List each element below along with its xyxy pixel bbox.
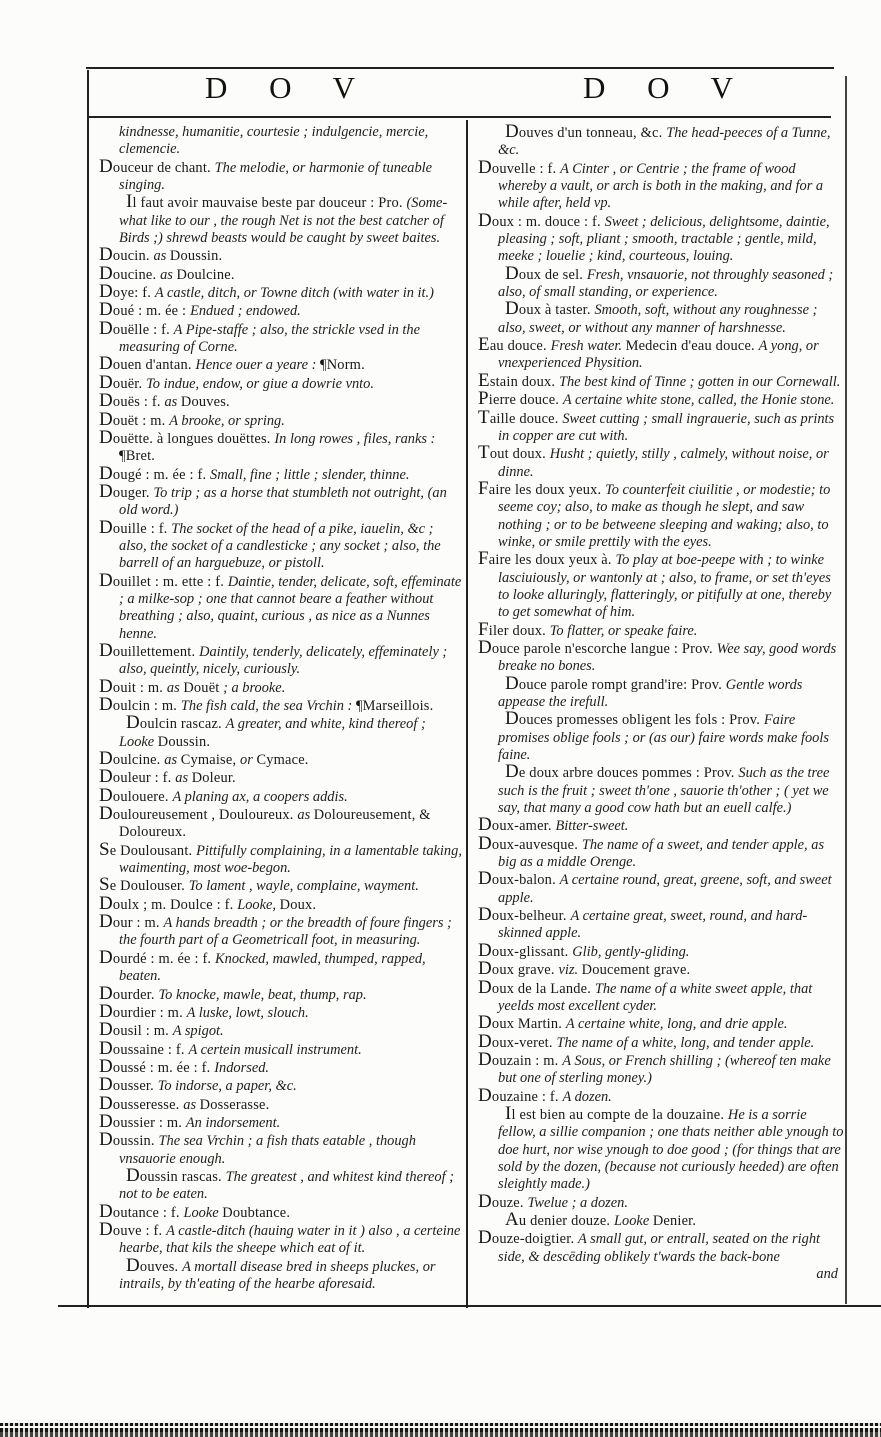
dictionary-entry bbox=[99, 1164, 463, 1204]
entry-headword-text: Douit : m. bbox=[99, 675, 167, 697]
dictionary-entry bbox=[99, 480, 463, 520]
entry-gloss-text: The name of a sweet, and tender apple, as big as a middle Orenge. bbox=[498, 836, 825, 871]
dictionary-entry bbox=[99, 462, 463, 484]
entry-gloss-text: A hands breadth ; or the breadth of foure fingers ; the fourth part of a Geometricall foot, in measuring. bbox=[119, 915, 452, 949]
entry-headword-text: Doussin. bbox=[99, 1129, 159, 1151]
entry-headword-text: Faire les doux yeux à. bbox=[478, 548, 616, 570]
entry-headword-text: Doué : m. ée : bbox=[99, 299, 191, 321]
entry-gloss-text: A mortall disease bred in sheeps pluckes, or intrails, by th'eating of the hearbe aforesaid. bbox=[119, 1258, 436, 1292]
entry-gloss-text: as bbox=[164, 394, 181, 411]
entry-headword-text: Doux-veret. bbox=[478, 1030, 557, 1052]
entry-headword-text: Dosserasse. bbox=[199, 1096, 270, 1113]
entry-gloss-text: Glib, gently-gliding. bbox=[572, 943, 690, 960]
dictionary-entry bbox=[478, 672, 844, 712]
dictionary-entry bbox=[478, 1012, 844, 1034]
entry-gloss-text: Daintie, tender, delicate, soft, effeminate ; a milke-sop ; one that cannot beare a feather without breathing ; also, quaint, curious , as nice as a Nunnes henne. bbox=[119, 573, 462, 642]
entry-headword-text: Douës : f. bbox=[99, 390, 165, 412]
entry-headword-text: Doux. bbox=[279, 896, 317, 913]
entry-gloss-text: In long rowes , files, ranks : bbox=[274, 430, 436, 447]
entry-gloss-text: A brooke, or spring. bbox=[169, 412, 285, 429]
entry-gloss-text: as bbox=[166, 679, 184, 696]
entry-gloss-text: A yong, or vnexperienced Physition. bbox=[498, 338, 819, 372]
entry-headword-text: Douces promesses obligent les fols : Prov. bbox=[505, 708, 764, 730]
entry-headword-text: Douvelle : f. bbox=[478, 156, 561, 178]
dictionary-entry bbox=[99, 766, 463, 788]
dictionary-entry bbox=[99, 874, 463, 896]
entry-gloss-text: The head-peeces of a Tunne, &c. bbox=[498, 125, 831, 159]
entry-gloss-text: A spigot. bbox=[172, 1023, 224, 1040]
entry-gloss-text: Looke bbox=[183, 1204, 223, 1221]
dictionary-entry bbox=[99, 1000, 463, 1022]
entry-headword-text: Doussin rascas. bbox=[126, 1164, 226, 1186]
entry-headword-text: Dousseresse. bbox=[99, 1092, 184, 1114]
entry-gloss-text: Knocked, mawled, thumped, rapped, beaten. bbox=[119, 950, 426, 985]
dictionary-entry bbox=[99, 1200, 463, 1222]
entry-gloss-text: The name of a white, long, and tender apple. bbox=[556, 1034, 815, 1051]
entry-gloss-text: A small gut, or entrall, seated on the right side, & descēding oblikely t'wards the back-bone bbox=[498, 1231, 821, 1265]
entry-headword-text: Faire les doux yeux. bbox=[478, 477, 606, 499]
dictionary-entry bbox=[478, 1208, 844, 1230]
entry-headword-text: Douillettement. bbox=[99, 639, 200, 661]
column-divider-rule bbox=[466, 120, 468, 1308]
entry-headword-text: Doux de sel. bbox=[505, 262, 587, 284]
entry-gloss-text: To indorse, a paper, &c. bbox=[157, 1078, 297, 1095]
dictionary-entry bbox=[478, 406, 844, 446]
entry-gloss-text: A planing ax, a coopers addis. bbox=[172, 788, 348, 805]
dictionary-entry bbox=[99, 516, 463, 573]
entry-headword-text: Douves d'un tonneau, &c. bbox=[505, 121, 667, 142]
dictionary-entry bbox=[99, 371, 463, 393]
entry-gloss-text: Bitter-sweet. bbox=[555, 818, 629, 835]
entry-gloss-text: Sweet ; delicious, delightsome, daintie, pleasing ; soft, pliant ; smooth, tractable ; gentle, mild, meeke ; louelie ; kind, courteous, louing. bbox=[498, 213, 830, 265]
entry-gloss-text: A certaine white, long, and drie apple. bbox=[565, 1016, 788, 1033]
dictionary-entry bbox=[478, 1102, 844, 1194]
scan-edge-band bbox=[0, 1423, 881, 1437]
entry-headword-text: Douët : m. bbox=[99, 408, 170, 430]
entry-headword-text: Tout doux. bbox=[478, 442, 550, 464]
entry-headword-text: Doubtance. bbox=[222, 1204, 291, 1221]
entry-gloss-text: Hence ouer a yeare : bbox=[195, 357, 320, 374]
entry-gloss-text: ; a brooke. bbox=[219, 679, 286, 696]
entry-gloss-text: Twelue ; a dozen. bbox=[527, 1194, 628, 1211]
entry-gloss-text: as bbox=[153, 248, 170, 265]
dictionary-entry bbox=[478, 156, 844, 213]
entry-headword-text: Il est bien au compte de la douzaine. bbox=[505, 1102, 728, 1124]
entry-gloss-text: Gentle words appease the irefull. bbox=[498, 676, 803, 710]
entry-gloss-text: Daintily, tenderly, delicately, effeminately ; also, queintly, nicely, curiously. bbox=[119, 643, 448, 678]
running-head-left: D O V bbox=[204, 70, 373, 105]
dictionary-entry bbox=[99, 1019, 463, 1041]
entry-gloss-text: A castle, ditch, or Towne ditch (with water in it.) bbox=[154, 285, 434, 302]
entry-gloss-text: A certein musicall instrument. bbox=[188, 1041, 362, 1058]
entry-gloss-text: A certaine great, sweet, round, and hard-skinned apple. bbox=[498, 908, 808, 942]
entry-gloss-text: An indorsement. bbox=[185, 1114, 281, 1131]
dictionary-entry bbox=[478, 121, 844, 160]
entry-headword-text: Doux-glissant. bbox=[478, 939, 573, 961]
dictionary-entry bbox=[478, 548, 844, 621]
entry-headword-text: Cymaise, bbox=[180, 752, 241, 769]
dictionary-entry bbox=[478, 958, 844, 980]
entry-headword-text: Doussé : m. ée : f. bbox=[99, 1055, 215, 1077]
dictionary-entry bbox=[99, 191, 463, 247]
entry-headword-text: Douzain : m. bbox=[478, 1048, 563, 1070]
entry-gloss-text: kindnesse, humanitie, courtesie ; indulgencie, mercie, clemencie. bbox=[119, 124, 429, 158]
entry-gloss-text: Such as the tree such is the fruit ; sweet th'one , sauorie th'other ; ( yet we say, that many a good cow hath but an euell calfe.) bbox=[498, 765, 830, 817]
header-rule bbox=[88, 116, 831, 118]
entry-gloss-text: Sweet cutting ; small ingrauerie, such as prints in copper are cut with. bbox=[498, 410, 835, 444]
dictionary-entry bbox=[99, 317, 463, 357]
entry-headword-text: Dour : m. bbox=[99, 911, 164, 933]
entry-headword-text: Douves. bbox=[180, 394, 230, 411]
dictionary-entry bbox=[99, 262, 463, 284]
entry-gloss-text: A certaine white stone, called, the Honie stone. bbox=[562, 392, 835, 409]
entry-headword-text: Douce parole n'escorche langue : Prov. bbox=[478, 636, 717, 658]
entry-gloss-text: Smooth, soft, without any roughnesse ; also, sweet, or without any manner of harshnesse. bbox=[498, 302, 818, 336]
entry-gloss-text: A Pipe-staffe ; also, the strickle vsed in the measuring of Corne. bbox=[119, 321, 420, 356]
entry-gloss-text: or bbox=[240, 752, 257, 769]
dictionary-entry bbox=[99, 390, 463, 412]
entry-gloss-text: Pittifully complaining, in a lamentable taking, waimenting, most woe-begon. bbox=[119, 842, 462, 877]
entry-headword-text: Douen d'antan. bbox=[99, 353, 196, 375]
entry-gloss-text: Looke bbox=[614, 1212, 653, 1229]
dictionary-entry bbox=[99, 1110, 463, 1132]
entry-gloss-text: The best kind of Tinne ; gotten in our Cornewall. bbox=[558, 373, 841, 390]
entry-headword-text: Doux à taster. bbox=[505, 298, 595, 320]
entry-headword-text: Dourdé : m. ée : f. bbox=[99, 946, 216, 968]
dictionary-entry bbox=[478, 1030, 844, 1052]
entry-gloss-text: A greater, and white, kind thereof ; Looke bbox=[119, 716, 426, 750]
entry-headword-text: Douze. bbox=[478, 1190, 528, 1212]
entry-gloss-text: Wee say, good words breake no bones. bbox=[498, 640, 837, 675]
entry-headword-text: Doux-amer. bbox=[478, 814, 556, 836]
dictionary-entry bbox=[99, 1092, 463, 1114]
entry-headword-text: Douves. bbox=[126, 1254, 183, 1276]
entry-gloss-text: and bbox=[816, 1266, 838, 1282]
entry-headword-text: De doux arbre douces pommes : Prov. bbox=[505, 761, 739, 783]
entry-headword-text: Taille douce. bbox=[478, 406, 563, 428]
dictionary-entry bbox=[478, 814, 844, 836]
entry-gloss-text: The melodie, or harmonie of tuneable singing. bbox=[119, 159, 433, 194]
dictionary-entry bbox=[478, 298, 844, 337]
dictionary-entry bbox=[478, 868, 844, 907]
entry-headword-text: Denier. bbox=[652, 1212, 697, 1229]
entry-headword-text: Dougé : m. ée : f. bbox=[99, 462, 211, 484]
dictionary-entry bbox=[99, 892, 463, 914]
entry-gloss-text: A certaine round, great, greene, soft, and sweet apple. bbox=[498, 872, 832, 906]
entry-headword-text: Douger. bbox=[99, 480, 154, 502]
entry-headword-text: Se Doulouser. bbox=[99, 874, 189, 896]
dictionary-entry bbox=[99, 1055, 463, 1077]
dictionary-entry bbox=[478, 1084, 844, 1106]
entry-headword-text: Doloureusement, & Doloureux. bbox=[119, 807, 431, 841]
entry-headword-text: Eau douce. bbox=[478, 334, 551, 356]
dictionary-entry bbox=[99, 1129, 463, 1168]
entry-gloss-text: Indorsed. bbox=[214, 1059, 270, 1076]
entry-gloss-text: The name of a white sweet apple, that yeelds most excellent cyder. bbox=[498, 980, 813, 1014]
entry-headword-text: Douillet : m. ette : f. bbox=[99, 569, 228, 591]
entry-headword-text: Doux-balon. bbox=[478, 868, 560, 890]
entry-headword-text: Doulcin rascaz. bbox=[126, 712, 226, 734]
entry-headword-text: Douille : f. bbox=[99, 516, 172, 538]
dictionary-entry bbox=[478, 832, 844, 872]
dictionary-entry bbox=[99, 803, 463, 842]
entry-gloss-text: A dozen. bbox=[562, 1088, 612, 1105]
entry-gloss-text: The fish cald, the sea Vrchin : bbox=[180, 698, 356, 714]
entry-headword-text: Douleur : f. bbox=[99, 766, 176, 788]
entry-gloss-text: Looke, bbox=[237, 896, 280, 913]
entry-headword-text: Dourder. bbox=[99, 982, 159, 1004]
dictionary-entry bbox=[478, 904, 844, 943]
dictionary-entry bbox=[99, 639, 463, 679]
top-rule bbox=[86, 67, 834, 69]
dictionary-entry bbox=[478, 477, 844, 551]
entry-headword-text: Filer doux. bbox=[478, 618, 550, 640]
left-border-rule bbox=[87, 70, 89, 1308]
entry-gloss-text: Husht ; quietly, stilly , calmely, without noise, or dinne. bbox=[498, 446, 829, 480]
entry-gloss-text: To play at boe-peepe with ; to winke lasciuiously, or wantonly at ; also, to frame, or set th'eyes to looke alluringly, flatteringly, or pitifully at one, thereby to get somewhat of him. bbox=[498, 552, 832, 621]
entry-headword-text: Medecin d'eau douce. bbox=[625, 338, 759, 355]
dictionary-entry bbox=[99, 946, 463, 986]
entry-gloss-text: To counterfeit ciuilitie , or modestie; to seeme coy; also, to make as though he slept, and saw nothing ; or to be betweene sleeping and waking; also, to winke, or smile prettily with the eyes. bbox=[498, 481, 831, 550]
entry-gloss-text: Fresh water. bbox=[550, 338, 626, 355]
entry-gloss-text: The sea Vrchin ; a fish thats eatable , though vnsauorie enough. bbox=[119, 1133, 416, 1167]
dictionary-entry bbox=[478, 209, 844, 266]
entry-headword-text: Douze-doigtier. bbox=[478, 1227, 579, 1249]
dictionary-entry bbox=[99, 911, 463, 950]
entry-headword-text: Douloureusement , Douloureux. bbox=[99, 803, 298, 825]
dictionary-entry bbox=[99, 155, 463, 195]
dictionary-entry bbox=[478, 1190, 844, 1212]
dictionary-entry bbox=[478, 334, 844, 373]
dictionary-entry bbox=[99, 982, 463, 1004]
dictionary-entry bbox=[478, 1048, 844, 1088]
entry-headword-text: Douce parole rompt grand'ire: Prov. bbox=[505, 672, 726, 694]
entry-gloss-text: To trip ; as a horse that stumbleth not outright, (an old word.) bbox=[119, 484, 447, 519]
dictionary-entry bbox=[99, 1074, 463, 1096]
entry-gloss-text: To knocke, mawle, beat, thump, rap. bbox=[158, 986, 367, 1003]
entry-gloss-text: A Sous, or French shilling ; (whereof ten make but one of sterling money.) bbox=[498, 1052, 831, 1087]
dictionary-entry bbox=[99, 694, 463, 715]
entry-headword-text: Doulx ; m. Doulce : f. bbox=[99, 892, 238, 914]
entry-headword-text: Doux : m. douce : f. bbox=[478, 209, 605, 231]
entry-headword-text: Doux Martin. bbox=[478, 1012, 566, 1034]
entry-headword-text: Doux-belheur. bbox=[478, 904, 571, 926]
entry-headword-text: Doussin. bbox=[169, 248, 223, 265]
dictionary-entry bbox=[478, 708, 844, 764]
entry-headword-text: Doucement grave. bbox=[581, 962, 691, 979]
entry-headword-text: Dousser. bbox=[99, 1074, 158, 1096]
dictionary-entry bbox=[99, 244, 463, 266]
entry-headword-text: Doussier : m. bbox=[99, 1110, 186, 1132]
entry-headword-text: Doucine. bbox=[99, 262, 161, 284]
text-column-left bbox=[99, 124, 463, 1308]
entry-gloss-text: as bbox=[175, 770, 192, 787]
entry-headword-text: Au denier douze. bbox=[505, 1208, 615, 1230]
entry-headword-text: Doux-auvesque. bbox=[478, 832, 582, 854]
dictionary-entry bbox=[99, 569, 463, 643]
entry-gloss-text: A castle-ditch (hauing water in it ) also , a certeine hearbe, that kils the sheepe which eat of it. bbox=[119, 1222, 461, 1257]
entry-headword-text: Doulcin : m. bbox=[99, 694, 181, 715]
right-border-rule bbox=[845, 76, 847, 1304]
dictionary-entry bbox=[99, 748, 463, 770]
entry-headword-text: Douceur de chant. bbox=[99, 155, 215, 177]
entry-gloss-text: as bbox=[183, 1096, 200, 1113]
dictionary-entry bbox=[478, 262, 844, 302]
entry-headword-text: Estain doux. bbox=[478, 369, 559, 391]
entry-headword-text: Dousil : m. bbox=[99, 1019, 173, 1041]
entry-gloss-text: viz. bbox=[558, 962, 582, 979]
entry-headword-text: Doux de la Lande. bbox=[478, 976, 595, 998]
dictionary-entry bbox=[99, 299, 463, 321]
dictionary-entry bbox=[99, 1254, 463, 1294]
entry-headword-text: Doutance : f. bbox=[99, 1200, 184, 1222]
dictionary-entry bbox=[99, 712, 463, 751]
entry-gloss-text: Fresh, vnsauorie, not throughly seasoned ; also, of small standing, or experience. bbox=[498, 266, 834, 301]
entry-headword-text: Doulouere. bbox=[99, 784, 173, 806]
dictionary-entry bbox=[478, 388, 844, 410]
entry-headword-text: Doulcine. bbox=[176, 266, 235, 283]
entry-gloss-text: To flatter, or speake faire. bbox=[549, 622, 698, 639]
dictionary-entry bbox=[478, 636, 844, 676]
entry-headword-text: Douëlle : f. bbox=[99, 317, 174, 339]
dictionary-entry bbox=[99, 124, 463, 159]
entry-gloss-text: Endued ; endowed. bbox=[190, 303, 301, 320]
entry-headword-text: Doussin. bbox=[157, 733, 211, 750]
dictionary-entry bbox=[478, 761, 844, 817]
entry-headword-text: ¶Norm. bbox=[319, 357, 365, 374]
dictionary-entry bbox=[478, 442, 844, 481]
dictionary-entry bbox=[99, 838, 463, 878]
entry-gloss-text: The greatest , and whitest kind thereof ; not to be eaten. bbox=[119, 1168, 455, 1203]
entry-headword-text: Douve : f. bbox=[99, 1218, 167, 1240]
entry-gloss-text: He is a sorrie fellow, a sillie companion ; one thats neither able ynough to doe hurt, nor wise ynough to doe good ; (for things that are sold by the dozen, (because not curiously heeded) are often sleightly made.) bbox=[498, 1106, 844, 1193]
entry-gloss-text: Faire promises oblige fools ; or (as our) faire words make fools faine. bbox=[498, 712, 829, 764]
entry-gloss-text: as bbox=[160, 266, 177, 283]
entry-headword-text: Douëtte. à longues douëttes. bbox=[99, 426, 275, 448]
dictionary-entry bbox=[478, 618, 844, 640]
entry-headword-text: Doleur. bbox=[191, 770, 236, 787]
dictionary-entry bbox=[99, 1037, 463, 1059]
entry-headword-text: Doussaine : f. bbox=[99, 1037, 189, 1059]
entry-headword-text: ¶Bret. bbox=[119, 448, 156, 465]
entry-gloss-text: To lament , wayle, complaine, wayment. bbox=[188, 878, 419, 895]
entry-headword-text: Doux grave. bbox=[478, 958, 559, 980]
dictionary-entry bbox=[99, 1218, 463, 1258]
entry-headword-text: Dourdier : m. bbox=[99, 1000, 187, 1022]
entry-headword-text: Douër. bbox=[99, 371, 147, 393]
entry-headword-text: Doucin. bbox=[99, 244, 154, 266]
entry-headword-text: Il faut avoir mauvaise beste par douceur : Pro. bbox=[126, 191, 407, 213]
entry-headword-text: Doulcine. bbox=[99, 748, 165, 770]
dictionary-entry bbox=[99, 426, 463, 466]
text-column-right bbox=[478, 121, 844, 1308]
entry-gloss-text: A Cinter , or Centrie ; the frame of wood whereby a vault, or arch is both in the making, and for a while after, held vp. bbox=[498, 160, 824, 212]
entry-gloss-text: (Some-what like to our , the rough Net is not the best catcher of Birds ;) shrewd beasts would be caught by sweet baites. bbox=[119, 195, 448, 247]
entry-headword-text: ¶Marseillois. bbox=[355, 698, 434, 714]
entry-gloss-text: To indue, endow, or giue a dowrie vnto. bbox=[146, 375, 374, 392]
entry-gloss-text: The socket of the head of a pike, iauelin, &c ; also, the socket of a candlesticke ; any socket ; also, the barrell of an harguebuze, or pistoll. bbox=[119, 520, 441, 572]
dictionary-entry bbox=[99, 353, 463, 375]
dictionary-entry bbox=[99, 675, 463, 697]
entry-headword-text: Se Doulousant. bbox=[99, 838, 197, 860]
bottom-rule bbox=[58, 1305, 881, 1307]
dictionary-entry bbox=[99, 408, 463, 430]
dictionary-entry bbox=[99, 281, 463, 303]
entry-headword-text: Pierre douce. bbox=[478, 388, 563, 410]
entry-gloss-text: as bbox=[164, 752, 181, 769]
dictionary-entry bbox=[478, 939, 844, 961]
running-head-right: D O V bbox=[582, 70, 751, 105]
entry-gloss-text: A luske, lowt, slouch. bbox=[186, 1004, 309, 1021]
dictionary-entry bbox=[478, 1227, 844, 1266]
entry-gloss-text: as bbox=[297, 807, 314, 824]
dictionary-entry bbox=[478, 369, 844, 391]
entry-headword-text: Douzaine : f. bbox=[478, 1084, 563, 1106]
dictionary-entry bbox=[478, 976, 844, 1016]
catchword bbox=[478, 1266, 844, 1283]
entry-headword-text: Douët bbox=[183, 679, 220, 696]
entry-headword-text: Doye: f. bbox=[99, 281, 155, 303]
dictionary-entry bbox=[99, 784, 463, 806]
entry-headword-text: Cymace. bbox=[256, 752, 309, 769]
entry-gloss-text: Small, fine ; little ; slender, thinne. bbox=[210, 466, 410, 483]
